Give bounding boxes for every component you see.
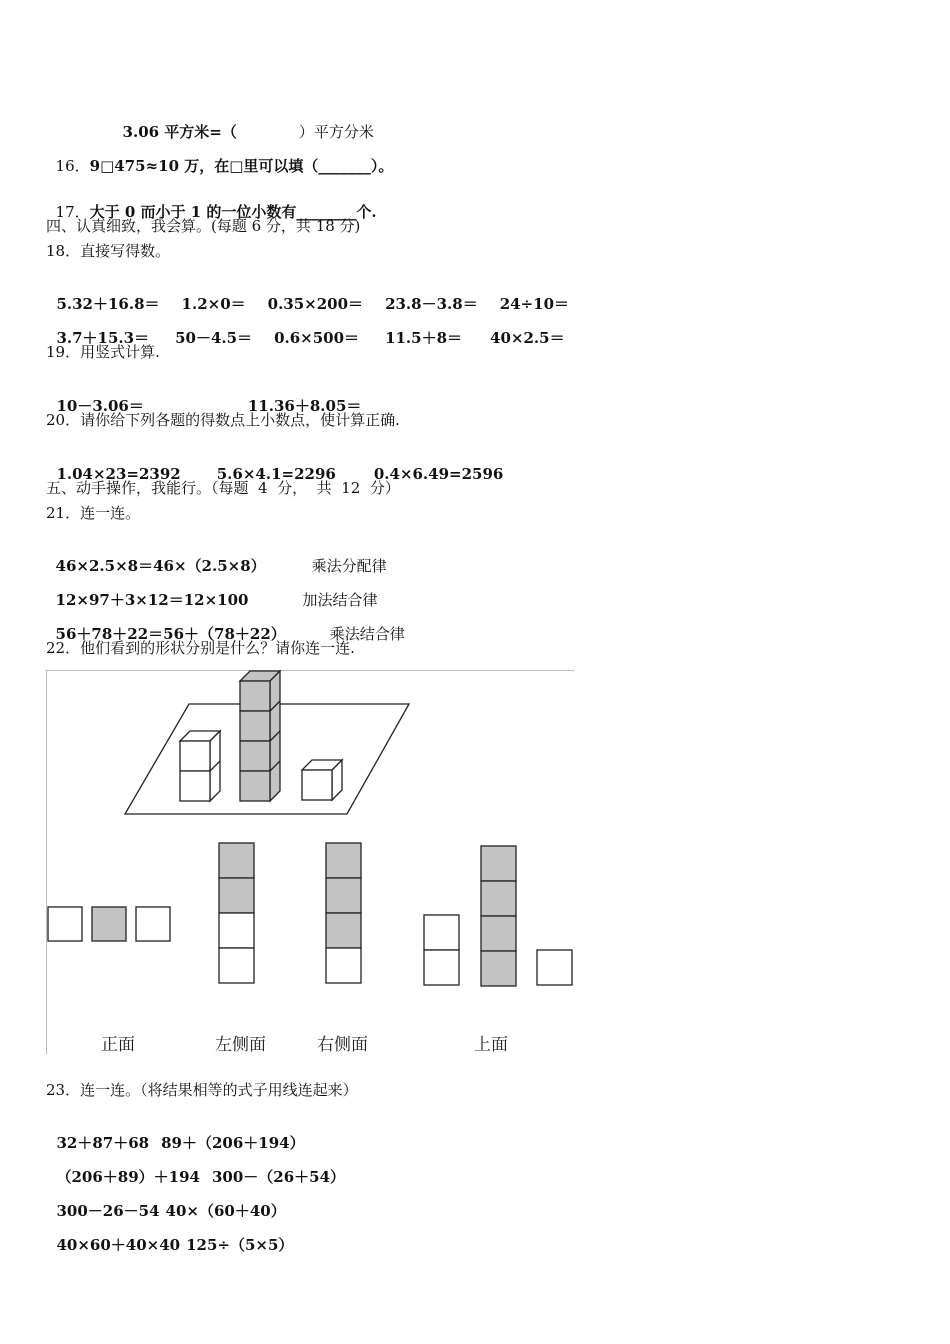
view-square xyxy=(481,951,516,986)
view-square xyxy=(326,843,361,878)
view-option-front xyxy=(424,846,572,986)
question-16 xyxy=(46,136,393,176)
q18-r1-item: 0.35×200＝ xyxy=(267,295,364,313)
q15-right: ）平方分米 xyxy=(298,123,374,141)
view-square xyxy=(219,913,254,948)
section-5-title: 五、动手操作，我能行。（每题 4 分， 共 12 分） xyxy=(46,479,400,497)
view-square xyxy=(481,846,516,881)
q20-item: 5.6×4.1=2296 xyxy=(216,465,336,483)
view-option-column-a xyxy=(219,843,254,983)
cube-front xyxy=(240,681,270,711)
q20-title: 20．请你给下列各题的得数点上小数点，使计算正确. xyxy=(46,411,400,429)
view-square xyxy=(48,907,82,941)
cube-front xyxy=(240,711,270,741)
q22-figure-svg xyxy=(46,670,574,1054)
cube-front xyxy=(240,771,270,801)
cube-front xyxy=(302,770,332,800)
label-left-side: 左侧面 xyxy=(215,1035,266,1054)
view-square xyxy=(424,915,459,950)
view-square xyxy=(219,878,254,913)
q18-r2-item: 0.6×500＝ xyxy=(274,329,360,347)
q22-title: 22．他们看到的形状分别是什么？请你连一连. xyxy=(46,639,355,657)
q23-right: 300－（26＋54） xyxy=(211,1168,346,1186)
view-option-row xyxy=(48,907,170,941)
q23-right: 40×（60＋40） xyxy=(165,1202,286,1220)
section-4-title: 四、认真细致，我会算。(每题 6 分，共 18 分) xyxy=(46,217,361,235)
view-square xyxy=(481,881,516,916)
q21-law: 乘法结合律 xyxy=(329,625,405,643)
q21-expr: 56＋78＋22＝56＋（78＋22） xyxy=(55,625,286,643)
q21-law: 加法结合律 xyxy=(302,591,378,609)
view-square xyxy=(219,948,254,983)
view-square xyxy=(219,843,254,878)
q23-left: 40×60＋40×40 xyxy=(56,1236,181,1254)
view-square xyxy=(326,948,361,983)
left-cube-stack xyxy=(180,731,220,801)
q19-title: 19．用竖式计算. xyxy=(46,343,160,361)
cube-front xyxy=(240,741,270,771)
middle-cube-stack xyxy=(240,671,280,801)
q18-r1-item: 5.32＋16.8＝ xyxy=(56,295,160,313)
q23-title: 23．连一连。（将结果相等的式子用线连起来） xyxy=(46,1081,358,1099)
q21-expr: 12×97＋3×12＝12×100 xyxy=(55,591,249,609)
cube-front xyxy=(180,771,210,801)
q19-item: 10－3.06＝ xyxy=(56,397,144,415)
view-square xyxy=(326,878,361,913)
view-square xyxy=(481,916,516,951)
view-square xyxy=(136,907,170,941)
cube-front xyxy=(180,741,210,771)
q17-text: 大于 0 而小于 1 的一位小数有________个. xyxy=(89,203,377,221)
right-cube xyxy=(302,760,342,800)
q18-title: 18．直接写得数。 xyxy=(46,242,171,260)
q18-r2-item: 50－4.5＝ xyxy=(175,329,253,347)
q18-r1-item: 1.2×0＝ xyxy=(181,295,246,313)
q20-item: 1.04×23=2392 xyxy=(56,465,181,483)
q22-figure xyxy=(46,670,574,1054)
label-front: 正面 xyxy=(101,1035,135,1054)
q20-item: 0.4×6.49=2596 xyxy=(373,465,504,483)
q17-number: 17． xyxy=(55,203,90,221)
q16-text-a: 9□475≈10 万，在 xyxy=(89,157,230,175)
q23-row xyxy=(46,1215,293,1255)
label-top: 上面 xyxy=(474,1035,508,1054)
q18-r1-item: 23.8－3.8＝ xyxy=(385,295,478,313)
q16-number: 16． xyxy=(55,157,90,175)
q23-left: （206＋89）＋194 xyxy=(56,1168,200,1186)
q19-item: 11.36＋8.05＝ xyxy=(247,397,362,415)
q15-left: 3.06 平方米=（ xyxy=(122,123,237,141)
q18-r2-item: 40×2.5＝ xyxy=(490,329,565,347)
q18-r2-item: 3.7＋15.3＝ xyxy=(56,329,150,347)
q23-right: 89＋（206＋194） xyxy=(161,1134,305,1152)
q18-r1-item: 24÷10＝ xyxy=(499,295,570,313)
q23-left: 32＋87＋68 xyxy=(56,1134,150,1152)
view-square xyxy=(92,907,126,941)
q23-right: 125÷（5×5） xyxy=(186,1236,294,1254)
q18-r2-item: 11.5＋8＝ xyxy=(385,329,463,347)
view-option-column-b xyxy=(326,843,361,983)
label-right-side: 右侧面 xyxy=(317,1035,368,1054)
q16-box: □ xyxy=(229,157,244,175)
q21-law: 乘法分配律 xyxy=(311,557,387,575)
q16-text-b: 里可以填（_______）。 xyxy=(243,157,394,175)
view-square xyxy=(424,950,459,985)
q21-expr: 46×2.5×8＝46×（2.5×8） xyxy=(55,557,266,575)
view-square xyxy=(326,913,361,948)
q23-left: 300－26－54 xyxy=(56,1202,160,1220)
view-square xyxy=(537,950,572,985)
q21-title: 21．连一连。 xyxy=(46,504,141,522)
